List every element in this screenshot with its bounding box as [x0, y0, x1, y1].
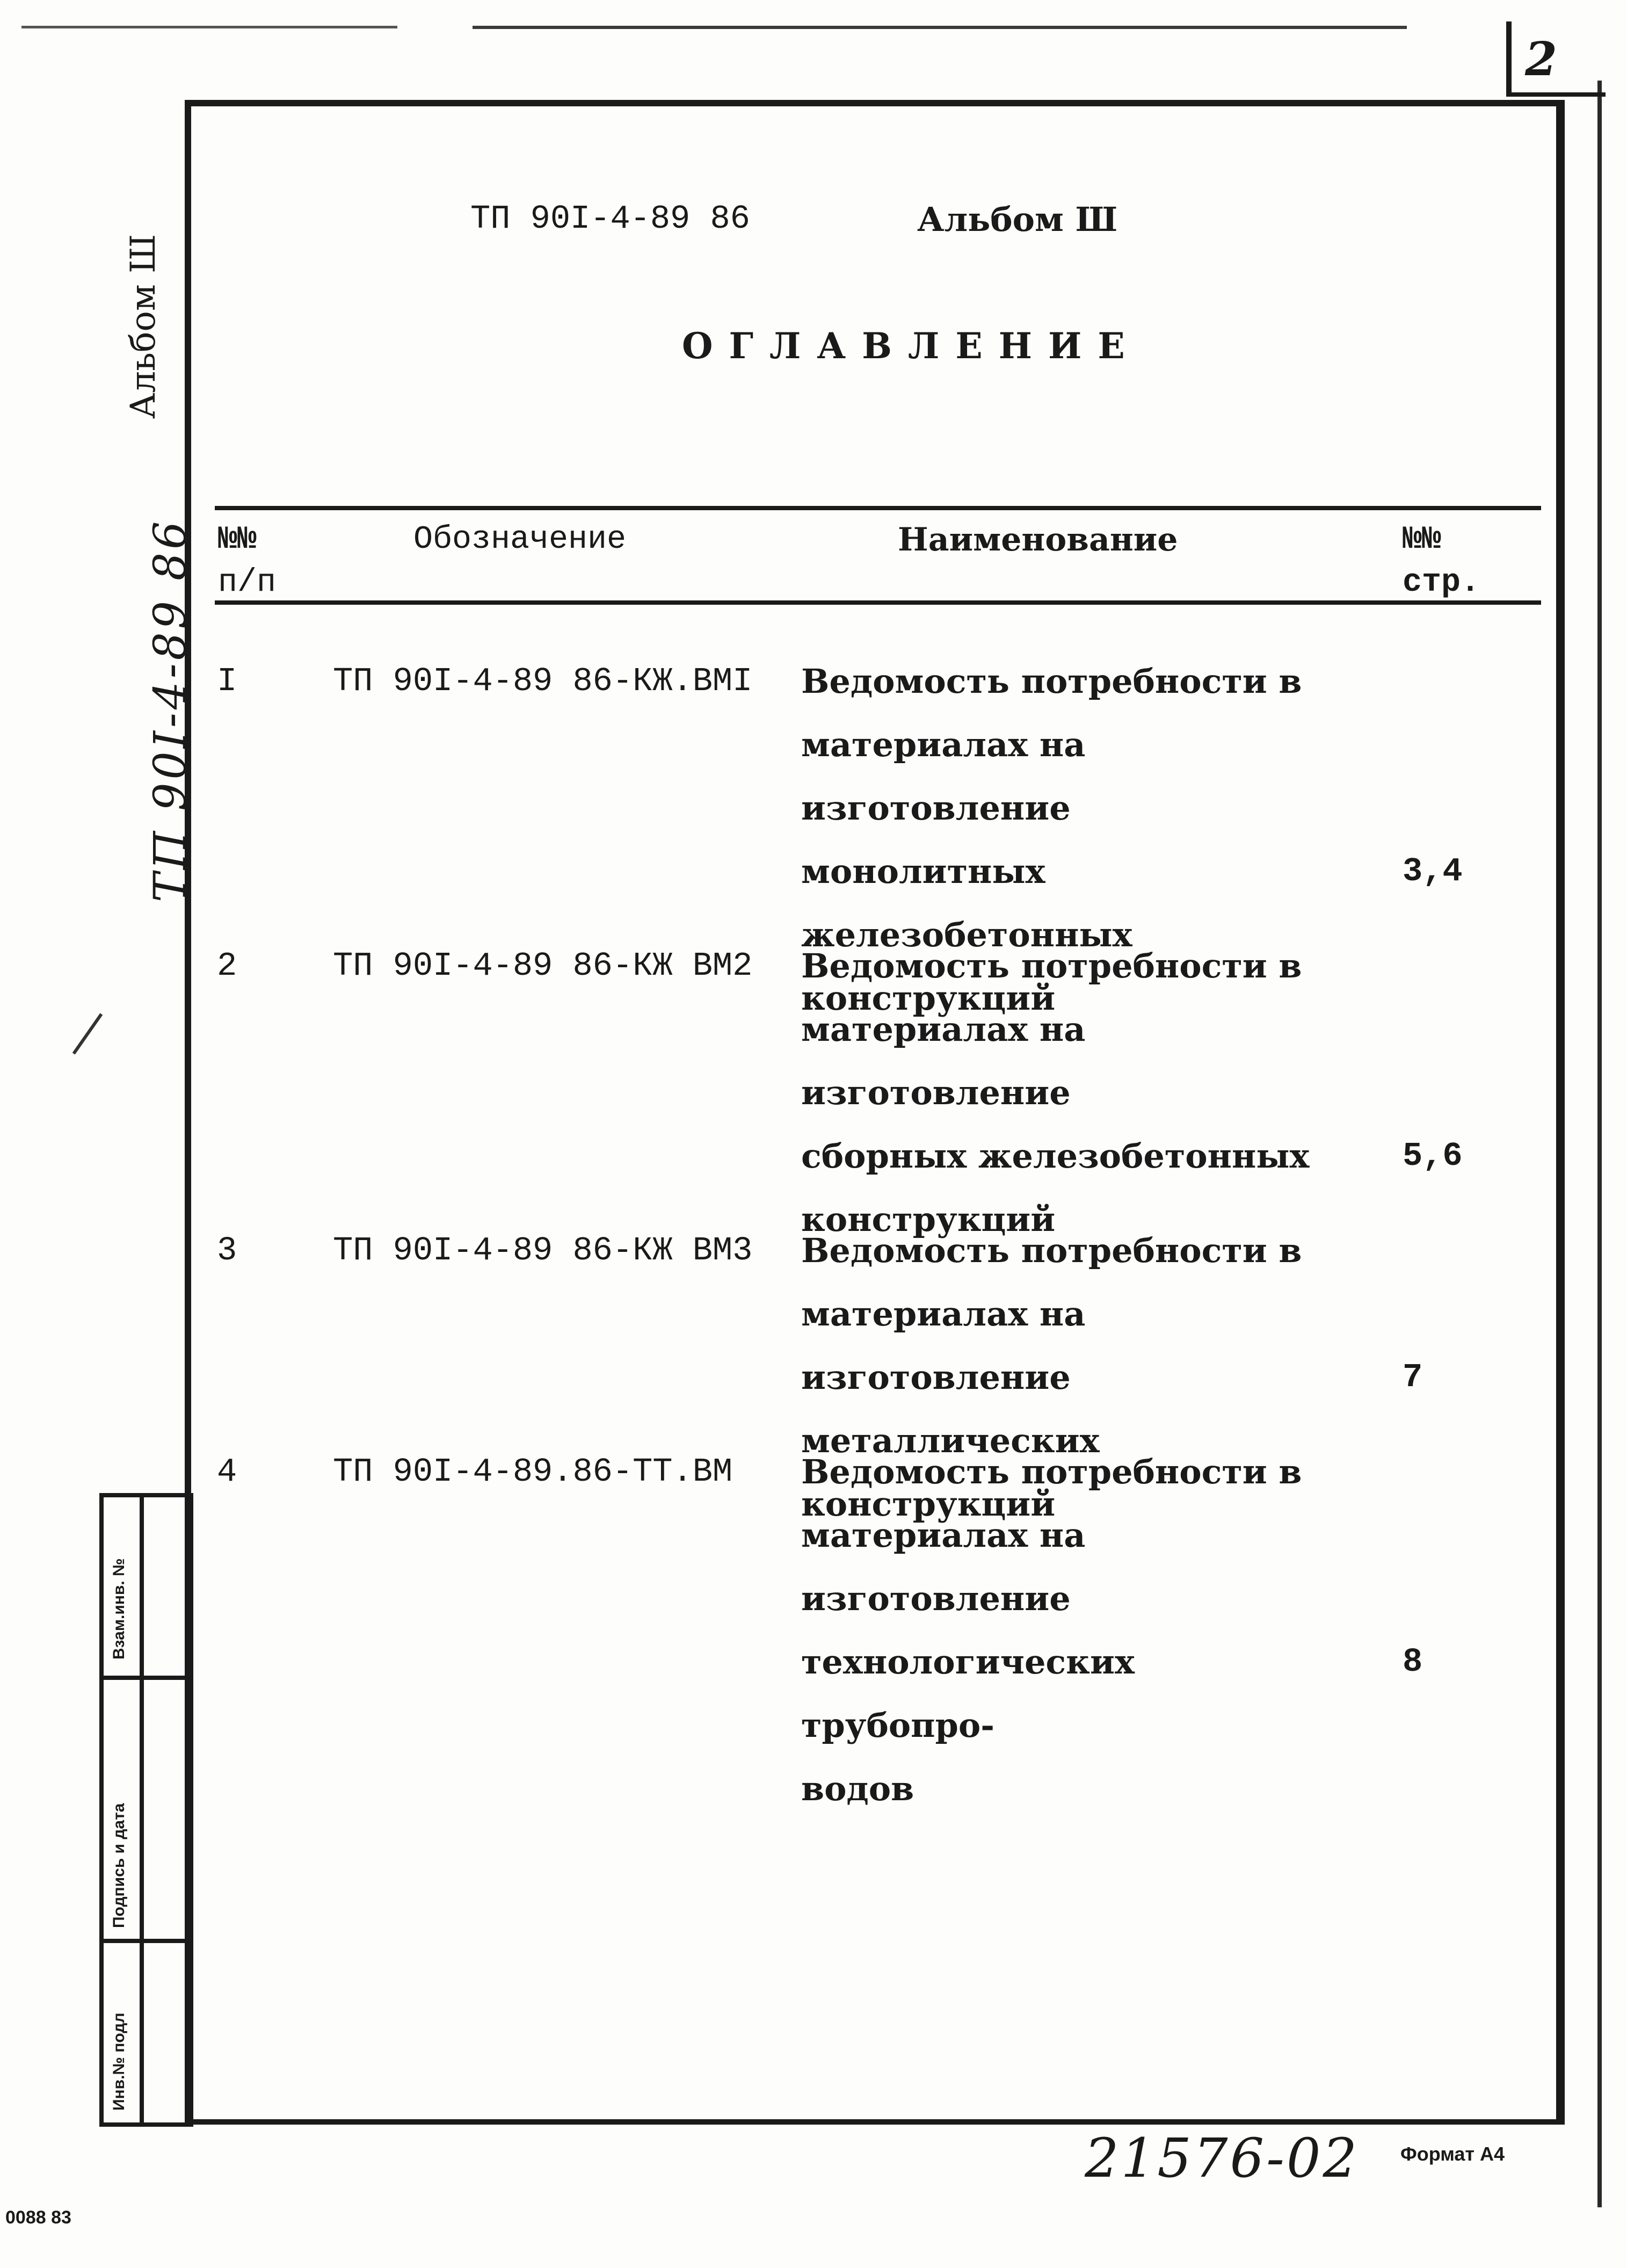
side-album-label: Альбом Ш [124, 234, 163, 419]
row-2-code: ТП 90I-4-89 86-КЖ ВМ2 [333, 947, 753, 985]
row-2-pages: 5,6 [1403, 1137, 1463, 1175]
table-of-contents-title: ОГЛАВЛЕНИЕ [682, 325, 1141, 367]
row-2-name [801, 934, 1338, 1251]
row-1-pages: 3,4 [1403, 852, 1463, 890]
column-header-name: Наименование [898, 521, 1178, 559]
row-4-code: ТП 90I-4-89.86-ТТ.ВМ [333, 1453, 733, 1491]
row-1-name-line: Ведомость потребности в [801, 662, 1302, 701]
row-1-code: ТП 90I-4-89 86-КЖ.ВМI [333, 662, 753, 700]
stamp-label-signature-date: Подпись и дата [110, 1803, 128, 1928]
column-header-number-line1: №№ [218, 521, 257, 558]
table-header-rule [215, 600, 1541, 605]
row-1-name-line: конструкций [801, 979, 1056, 1018]
header-document-code: ТП 90I-4-89 86 [470, 200, 750, 238]
format-label: Формат А4 [1400, 2143, 1505, 2165]
margin-pen-mark [72, 1013, 103, 1054]
footer-code: 0088 83 [5, 2207, 71, 2228]
row-2-name-line: сборных железобетонных [801, 1136, 1310, 1176]
column-header-page-line1: №№ [1403, 521, 1442, 558]
column-header-page-line2: стр. [1403, 564, 1480, 601]
row-2-name-line: Ведомость потребности в [801, 946, 1302, 986]
side-stamp-divider [99, 1676, 193, 1680]
row-4-name [801, 1440, 1338, 1821]
row-4-name-line: Ведомость потребности в [801, 1452, 1302, 1491]
row-1-number: I [217, 662, 237, 700]
row-3-pages: 7 [1403, 1358, 1423, 1396]
table-top-rule [215, 506, 1541, 510]
row-4-pages: 8 [1403, 1643, 1423, 1681]
row-1-name-line: материалах на изготовление [801, 725, 1086, 828]
row-4-number: 4 [217, 1453, 237, 1491]
row-3-name-line: Ведомость потребности в [801, 1231, 1302, 1270]
row-1-name-line: монолитных железобетонных [801, 852, 1132, 954]
row-3-number: 3 [217, 1231, 237, 1270]
row-4-name-line: водов [801, 1769, 914, 1808]
top-border-line [473, 26, 1407, 29]
row-3-name-line: материалах на изготовление [801, 1294, 1086, 1397]
stamp-label-replacement-inv: Взам.инв. № [110, 1558, 128, 1660]
page-number: 2 [1525, 32, 1557, 86]
handwritten-number: 21576-02 [1085, 2127, 1360, 2190]
row-2-name-line: конструкций [801, 1200, 1056, 1239]
row-4-name-line: технологических трубопро- [801, 1642, 1135, 1745]
column-header-designation: Обозначение [413, 521, 627, 558]
right-outer-border [1597, 81, 1602, 2207]
column-header-number [218, 518, 276, 604]
top-border-line-left [21, 26, 397, 28]
row-3-name-line: металлических конструкций [801, 1421, 1100, 1524]
side-stamp-divider [140, 1493, 144, 2127]
column-header-number-line2: п/п [218, 564, 277, 601]
row-2-name-line: материалах на изготовление [801, 1010, 1086, 1112]
row-4-name-line: материалах на изготовление [801, 1516, 1086, 1618]
side-stamp-divider [99, 1939, 193, 1943]
stamp-label-original-inv: Инв.№ подл [110, 2012, 128, 2111]
side-document-code: ТП 90I-4-89 86 [145, 518, 196, 902]
header-album: Альбом Ш [917, 200, 1118, 239]
row-2-number: 2 [217, 947, 237, 985]
column-header-page [1403, 518, 1480, 604]
row-3-code: ТП 90I-4-89 86-КЖ ВМ3 [333, 1231, 753, 1270]
